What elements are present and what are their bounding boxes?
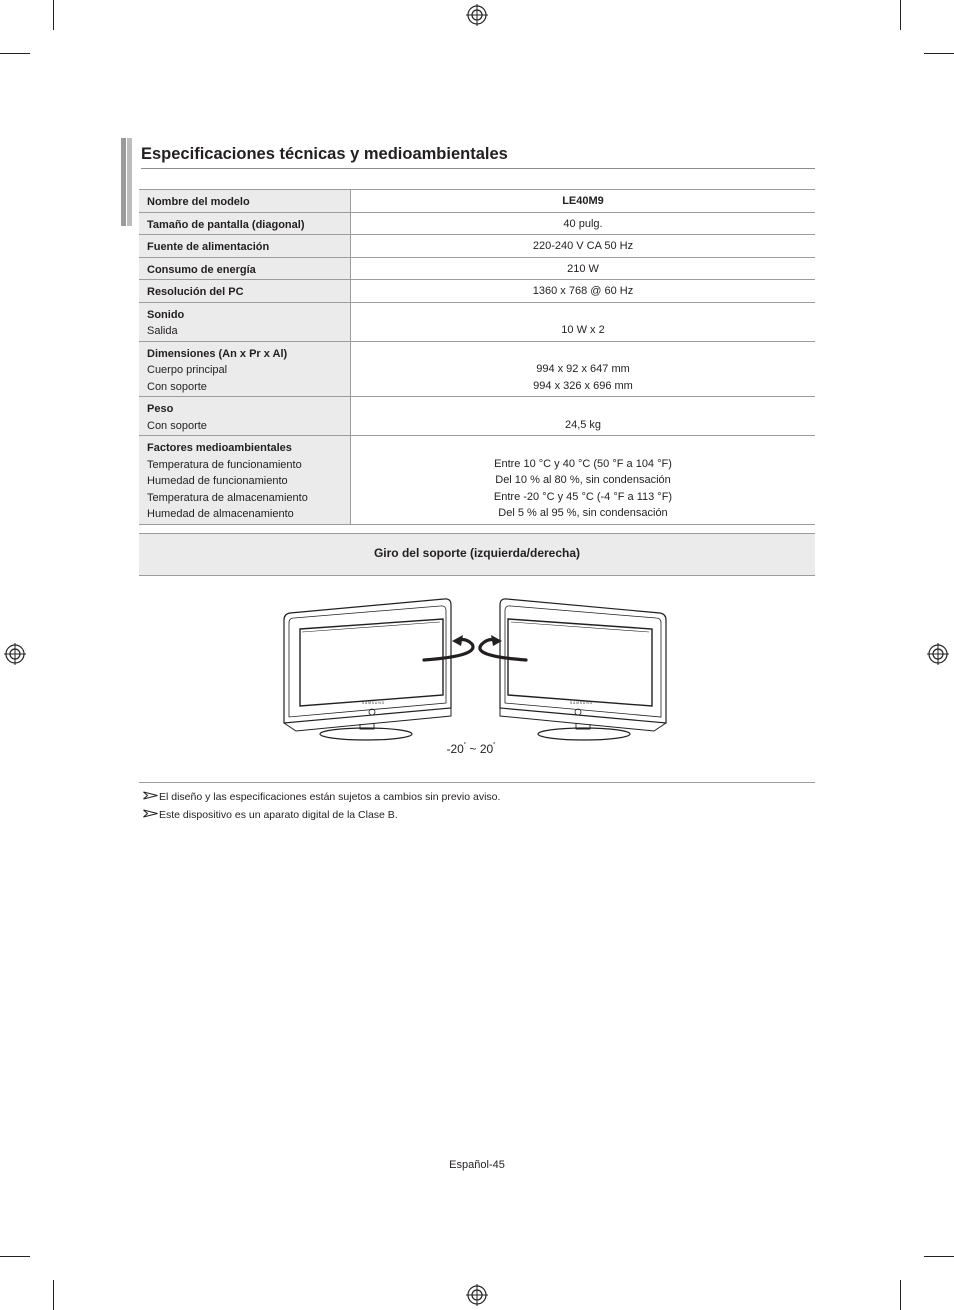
crop-mark	[53, 1280, 54, 1310]
spec-value-cell	[351, 212, 816, 235]
spec-value-cell	[351, 436, 816, 525]
spec-row	[139, 235, 815, 258]
notes-divider	[139, 782, 815, 783]
page-title: Especificaciones técnicas y medioambientales	[141, 145, 508, 163]
swivel-heading: Giro del soporte (izquierda/derecha)	[373, 546, 581, 560]
spec-label: Fuente de alimentación	[147, 241, 270, 253]
spec-value-cell	[351, 235, 816, 258]
spec-value: 220-240 V CA 50 Hz	[532, 240, 634, 252]
spec-value: LE40M9	[562, 195, 604, 207]
spec-row	[139, 397, 815, 436]
crop-mark	[900, 1280, 901, 1310]
spec-label-cell	[139, 235, 351, 258]
spec-label: Tamaño de pantalla (diagonal)	[147, 218, 305, 231]
spec-sublabel: Salida	[147, 325, 178, 337]
spec-value-cell	[351, 397, 816, 436]
spec-sublabel: Temperatura de almacenamiento	[147, 491, 308, 504]
tv-right	[500, 599, 666, 740]
spec-label: Peso	[147, 403, 174, 415]
swivel-angle-range: -20˚ ~ 20˚	[446, 742, 496, 756]
spec-value: 1360 x 768 @ 60 Hz	[532, 285, 634, 297]
spec-sublabel: Humedad de almacenamiento	[147, 508, 294, 520]
spec-value: Del 5 % al 95 %, sin condensación	[498, 507, 668, 519]
arrow-right-icon	[143, 809, 159, 818]
spec-sublabel: Humedad de funcionamiento	[147, 475, 288, 487]
note-item: Este dispositivo es un aparato digital de la Clase B.	[143, 809, 398, 821]
spec-label-cell	[139, 436, 351, 525]
registration-mark-icon	[927, 643, 949, 665]
spec-value-cell	[351, 190, 816, 213]
title-accent-bar	[121, 138, 133, 226]
spec-value: Del 10 % al 80 %, sin condensación	[495, 474, 671, 486]
spec-label: Nombre del modelo	[147, 196, 250, 208]
crop-mark	[53, 0, 54, 30]
spec-label: Dimensiones (An x Pr x Al)	[147, 347, 288, 360]
spec-value-cell	[351, 302, 816, 341]
registration-mark-icon	[466, 1284, 488, 1306]
spec-value-cell	[351, 257, 816, 280]
spec-value: 994 x 92 x 647 mm	[536, 363, 630, 375]
spec-row	[139, 302, 815, 341]
rotation-arrow-left-icon	[424, 640, 473, 661]
note-item: El diseño y las especificaciones están sujetos a cambios sin previo aviso.	[143, 791, 500, 803]
spec-label-cell	[139, 190, 351, 213]
spec-label-cell	[139, 280, 351, 303]
spec-value: 994 x 326 x 696 mm	[533, 379, 633, 392]
spec-label-cell	[139, 257, 351, 280]
spec-value-cell	[351, 341, 816, 397]
spec-sublabel: Con soporte	[147, 380, 207, 393]
spec-label-cell	[139, 341, 351, 397]
spec-label-cell	[139, 212, 351, 235]
spec-sublabel: Cuerpo principal	[147, 364, 228, 376]
tv-brand-label: SAMSUNG	[570, 701, 594, 705]
crop-mark	[900, 0, 901, 30]
spec-label-cell	[139, 302, 351, 341]
page-number: Español-45	[449, 1159, 505, 1171]
spec-label: Resolución del PC	[147, 286, 244, 298]
registration-mark-icon	[466, 4, 488, 26]
spec-row	[139, 280, 815, 303]
spec-label: Factores medioambientales	[147, 442, 292, 454]
spec-row	[139, 341, 815, 397]
spec-sublabel: Temperatura de funcionamiento	[147, 458, 302, 471]
spec-value: Entre -20 °C y 45 °C (-4 °F a 113 °F)	[493, 490, 673, 503]
spec-value: 10 W x 2	[561, 324, 605, 336]
swivel-heading-banner	[139, 533, 815, 576]
spec-sublabel: Con soporte	[147, 419, 207, 432]
crop-mark	[924, 1256, 954, 1257]
tv-left	[284, 599, 451, 740]
spec-label: Sonido	[147, 308, 185, 321]
arrowhead-icon	[452, 635, 463, 646]
crop-mark	[0, 53, 30, 54]
spec-value-cell	[351, 280, 816, 303]
crop-mark	[0, 1256, 30, 1257]
spec-value: 40 pulg.	[563, 217, 603, 230]
spec-label: Consumo de energía	[147, 263, 256, 276]
tv-swivel-illustration	[282, 596, 672, 742]
registration-mark-icon	[4, 643, 26, 665]
spec-row	[139, 436, 815, 525]
rotation-arrow-right-icon	[480, 640, 526, 661]
spec-row	[139, 212, 815, 235]
crop-mark	[924, 53, 954, 54]
spec-value: Entre 10 °C y 40 °C (50 °F a 104 °F)	[494, 457, 672, 470]
arrow-right-icon	[143, 791, 159, 800]
spec-row	[139, 257, 815, 280]
spec-table	[139, 189, 815, 525]
tv-brand-label: SAMSUNG	[362, 701, 386, 705]
spec-row	[139, 190, 815, 213]
title-divider	[141, 168, 815, 169]
spec-label-cell	[139, 397, 351, 436]
spec-value: 210 W	[567, 262, 599, 275]
spec-value: 24,5 kg	[564, 418, 602, 431]
